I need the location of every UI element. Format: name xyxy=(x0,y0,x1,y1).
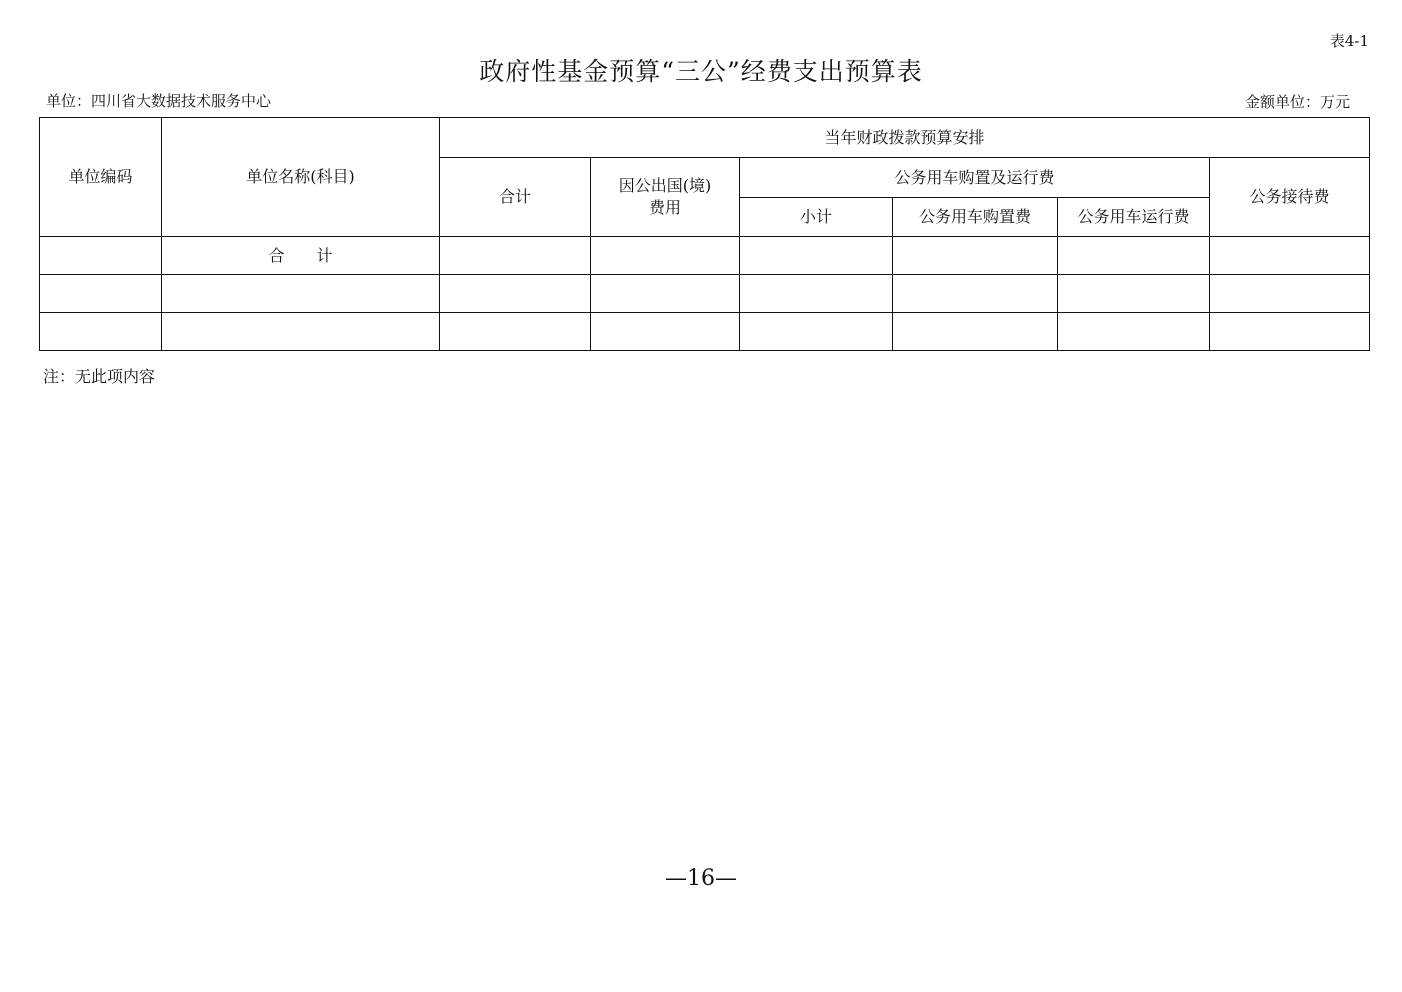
table-cell xyxy=(440,237,591,275)
table-cell xyxy=(1210,237,1370,275)
header-abroad: 因公出国(境) 费用 xyxy=(591,158,740,237)
table-cell xyxy=(40,237,162,275)
header-vehicle-purchase: 公务用车购置费 xyxy=(893,198,1058,237)
header-total: 合计 xyxy=(440,158,591,237)
table-cell xyxy=(740,275,893,313)
table-cell xyxy=(740,313,893,351)
table-cell xyxy=(440,275,591,313)
page-number: —16— xyxy=(665,866,737,891)
table-cell xyxy=(591,313,740,351)
table-cell xyxy=(1210,275,1370,313)
table-cell xyxy=(1058,275,1210,313)
table-row xyxy=(40,313,1370,351)
header-vehicle-operation: 公务用车运行费 xyxy=(1058,198,1210,237)
table-cell xyxy=(591,275,740,313)
table-cell xyxy=(1210,313,1370,351)
header-reception: 公务接待费 xyxy=(1210,158,1370,237)
header-vehicle: 公务用车购置及运行费 xyxy=(740,158,1210,198)
table-cell xyxy=(591,237,740,275)
unit-label: 单位：四川省大数据技术服务中心 xyxy=(46,92,272,110)
table-row xyxy=(40,275,1370,313)
table-cell xyxy=(1058,237,1210,275)
document-title: 政府性基金预算“三公”经费支出预算表 xyxy=(479,57,923,86)
table-cell xyxy=(740,237,893,275)
header-row-1 xyxy=(40,118,1370,158)
header-subtotal: 小计 xyxy=(740,198,893,237)
table-cell xyxy=(440,313,591,351)
header-current-year: 当年财政拨款预算安排 xyxy=(440,118,1370,158)
table-cell xyxy=(162,275,440,313)
amount-unit-label: 金额单位：万元 xyxy=(1244,93,1350,111)
table-cell xyxy=(162,313,440,351)
header-unit-name: 单位名称(科目) xyxy=(162,118,440,237)
header-unit-code: 单位编码 xyxy=(40,118,162,237)
table-cell xyxy=(1058,313,1210,351)
table-cell xyxy=(893,313,1058,351)
table-note: 注：无此项内容 xyxy=(43,367,156,386)
table-cell xyxy=(40,275,162,313)
table-row xyxy=(40,237,1370,275)
table-cell xyxy=(893,275,1058,313)
table-number: 表4-1 xyxy=(1329,32,1369,50)
table-cell xyxy=(893,237,1058,275)
budget-table xyxy=(39,117,1370,351)
table-cell xyxy=(40,313,162,351)
table-cell: 合 计 xyxy=(162,237,440,275)
